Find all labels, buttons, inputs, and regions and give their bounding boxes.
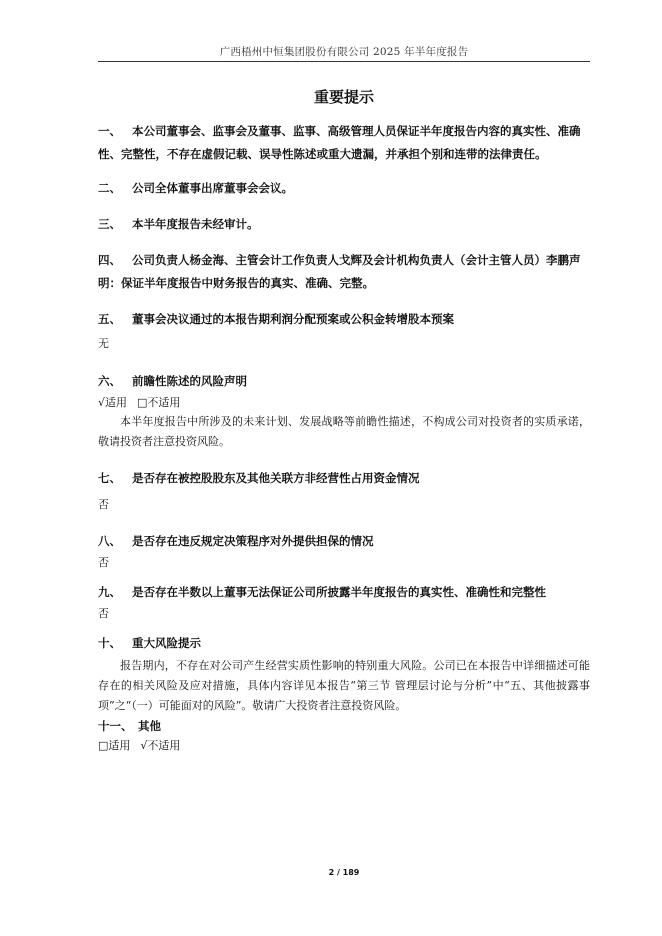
section-6-body: 本半年度报告中所涉及的未来计划、发展战略等前瞻性描述，不构成公司对投资者的实质承诺，敬请投资者注意投资风险。 xyxy=(98,415,590,448)
section-number: 八、 xyxy=(98,534,121,548)
section-10-body: 报告期内，不存在对公司产生经营实质性影响的特别重大风险。公司已在本报告中详细描述可能存在的相关风险及应对措施，具体内容详见本报告“第三节 管理层讨论与分析”中“五、其他披露事项”之“（一）可能面对的风险”。敬请广大投资者注意投资风险。 xyxy=(98,659,590,712)
not-applicable-unchecked: □不适用 xyxy=(137,396,181,409)
section-10 xyxy=(98,632,590,655)
section-9-answer: 否 xyxy=(98,607,109,620)
not-applicable-checked: √不适用 xyxy=(140,739,181,752)
section-number: 四、 xyxy=(98,253,121,267)
section-text: 是否存在半数以上董事无法保证公司所披露半年度报告的真实性、准确性和完整性 xyxy=(132,585,546,599)
section-text: 公司负责人杨金海、主管会计工作负责人戈辉及会计机构负责人（会计主管人员）李鹏声明：保证半年度报告中财务报告的真实、准确、完整。 xyxy=(98,253,581,290)
section-number: 三、 xyxy=(98,217,121,231)
section-4 xyxy=(98,249,590,295)
section-text: 重大风险提示 xyxy=(132,636,201,650)
section-7 xyxy=(98,467,590,490)
section-3 xyxy=(98,213,590,236)
section-11-applicability xyxy=(98,736,590,756)
section-text: 本半年度报告未经审计。 xyxy=(132,217,259,231)
page-title: 重要提示 xyxy=(313,88,374,106)
header-divider xyxy=(98,61,590,62)
section-text: 董事会决议通过的本报告期利润分配预案或公积金转增股本预案 xyxy=(132,312,454,326)
section-number: 六、 xyxy=(98,374,121,388)
section-1 xyxy=(98,120,590,166)
page-number: 2 / 189 xyxy=(328,868,360,877)
section-text: 前瞻性陈述的风险声明 xyxy=(132,374,247,388)
section-text: 是否存在违反规定决策程序对外提供担保的情况 xyxy=(132,534,374,548)
section-2 xyxy=(98,177,590,200)
section-5-answer: 无 xyxy=(98,337,109,350)
section-number: 十一、 xyxy=(98,719,133,733)
section-text: 本公司董事会、监事会及董事、监事、高级管理人员保证半年度报告内容的真实性、准确性、完整性，不存在虚假记载、误导性陈述或重大遗漏，并承担个别和连带的法律责任。 xyxy=(98,124,581,161)
section-number: 七、 xyxy=(98,471,121,485)
section-5 xyxy=(98,308,590,331)
section-11 xyxy=(98,715,590,738)
applicable-checked: √适用 xyxy=(98,396,128,409)
section-number: 九、 xyxy=(98,585,121,599)
section-number: 五、 xyxy=(98,312,121,326)
section-number: 十、 xyxy=(98,636,121,650)
section-text: 是否存在被控股股东及其他关联方非经营性占用资金情况 xyxy=(132,471,420,485)
section-6 xyxy=(98,370,590,393)
section-8 xyxy=(98,530,590,553)
section-7-answer: 否 xyxy=(98,498,109,511)
section-6-applicability xyxy=(98,393,590,413)
section-number: 一、 xyxy=(98,124,121,138)
report-header: 广西梧州中恒集团股份有限公司 2025 年半年度报告 xyxy=(219,46,469,58)
section-text: 公司全体董事出席董事会会议。 xyxy=(132,181,293,195)
section-9 xyxy=(98,581,590,604)
section-8-answer: 否 xyxy=(98,556,109,569)
section-text: 其他 xyxy=(138,719,161,733)
applicable-unchecked: □适用 xyxy=(98,739,131,752)
section-number: 二、 xyxy=(98,181,121,195)
